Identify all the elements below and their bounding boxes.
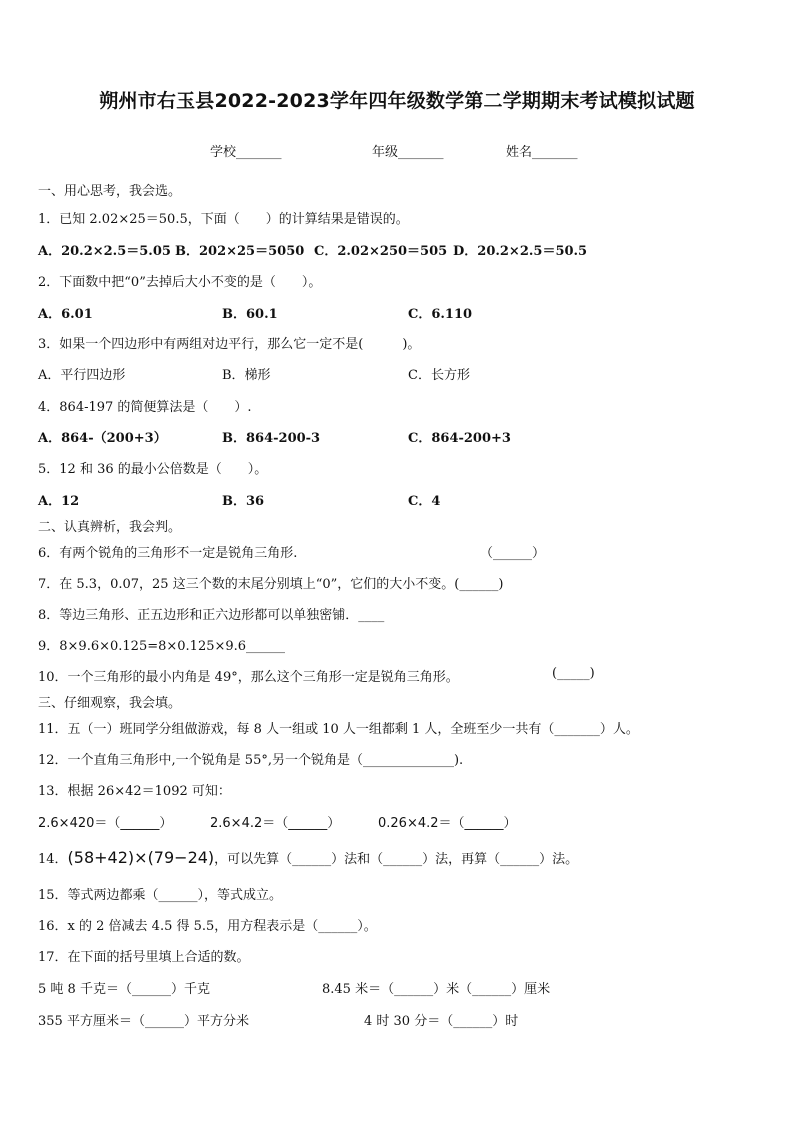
school-field: 学校_______ — [210, 145, 282, 160]
q1-option-c: C．2.02×250＝505 — [314, 244, 448, 259]
grade-field: 年级_______ — [372, 145, 444, 160]
question-14 — [38, 848, 578, 867]
q1-option-d: D．20.2×2.5＝50.5 — [453, 244, 588, 259]
question-9: 9．8×9.6×0.125=8×0.125×9.6______ — [38, 639, 286, 654]
question-10: 10．一个三角形的最小内角是 49°，那么这个三角形一定是锐角三角形。 — [38, 670, 459, 685]
q2-option-b: B．60.1 — [222, 307, 278, 322]
q1-option-a: A．20.2×2.5＝5.05 — [38, 244, 171, 259]
question-15: 15．等式两边都乘（______），等式成立。 — [38, 888, 283, 903]
q4-option-b: B．864-200-3 — [222, 431, 321, 446]
question-11: 11．五（一）班同学分组做游戏，每 8 人一组或 10 人一组都剩 1 人，全班至少一共有（_______）人。 — [38, 722, 639, 737]
question-3: 3．如果一个四边形中有两组对边平行，那么它一定不是( )。 — [38, 337, 421, 352]
question-7: 7．在 5.3，0.07，25 这三个数的末尾分别填上“0”，它们的大小不变。(______) — [38, 577, 504, 592]
q14-expression: (58+42)×(79−24) — [67, 848, 215, 867]
q5-option-a: A．12 — [38, 494, 80, 509]
q2-option-c: C．6.110 — [408, 307, 473, 322]
q6-answer-blank: （______） — [480, 546, 546, 561]
q13-item-1: 2.6×420＝（______） — [38, 816, 173, 831]
question-16: 16．x 的 2 倍减去 4.5 得 5.5，用方程表示是（______）。 — [38, 919, 377, 934]
q5-option-c: C．4 — [408, 494, 441, 509]
section-2-heading: 二、认真辨析，我会判。 — [38, 520, 182, 535]
question-5: 5．12 和 36 的最小公倍数是（ ）。 — [38, 462, 268, 477]
page-title: 朔州市右玉县2022-2023学年四年级数学第二学期期末考试模拟试题 — [99, 90, 695, 112]
name-field: 姓名_______ — [506, 145, 578, 160]
q17-item-2: 8.45 米＝（______）米（______）厘米 — [322, 982, 551, 997]
question-17: 17．在下面的括号里填上合适的数。 — [38, 950, 250, 965]
question-4: 4．864-197 的简便算法是（ ）. — [38, 400, 252, 415]
question-2: 2．下面数中把“0”去掉后大小不变的是（ ）。 — [38, 275, 322, 290]
q3-option-b: B．梯形 — [222, 368, 271, 383]
q17-item-4: 4 时 30 分＝（______）时 — [364, 1014, 519, 1029]
q13-item-2: 2.6×4.2＝（______） — [210, 816, 341, 831]
q3-option-a: A．平行四边形 — [38, 368, 126, 383]
q17-item-1: 5 吨 8 千克＝（______）千克 — [38, 982, 210, 997]
q4-option-a: A．864-（200+3） — [38, 431, 167, 446]
question-13: 13．根据 26×42＝1092 可知： — [38, 784, 231, 799]
q14-text: ，可以先算（______）法和（______）法，再算（______）法。 — [214, 852, 579, 867]
question-1: 1．已知 2.02×25＝50.5，下面（ ）的计算结果是错误的。 — [38, 212, 409, 227]
q5-option-b: B．36 — [222, 494, 265, 509]
q14-number: 14． — [38, 852, 68, 867]
section-3-heading: 三、仔细观察，我会填。 — [38, 696, 182, 711]
q2-option-a: A．6.01 — [38, 307, 93, 322]
q1-option-b: B．202×25＝5050 — [175, 244, 305, 259]
q10-answer-blank: (_____) — [552, 666, 595, 681]
question-6: 6．有两个锐角的三角形不一定是锐角三角形. — [38, 546, 298, 561]
q17-item-3: 355 平方厘米＝（______）平方分米 — [38, 1014, 249, 1029]
section-1-heading: 一、用心思考，我会选。 — [38, 184, 182, 199]
question-8: 8．等边三角形、正五边形和正六边形都可以单独密铺．____ — [38, 608, 385, 623]
q13-item-3: 0.26×4.2＝（______） — [378, 816, 517, 831]
q3-option-c: C．长方形 — [408, 368, 470, 383]
question-12: 12．一个直角三角形中,一个锐角是 55°,另一个锐角是（______________). — [38, 753, 464, 768]
q4-option-c: C．864-200+3 — [408, 431, 511, 446]
